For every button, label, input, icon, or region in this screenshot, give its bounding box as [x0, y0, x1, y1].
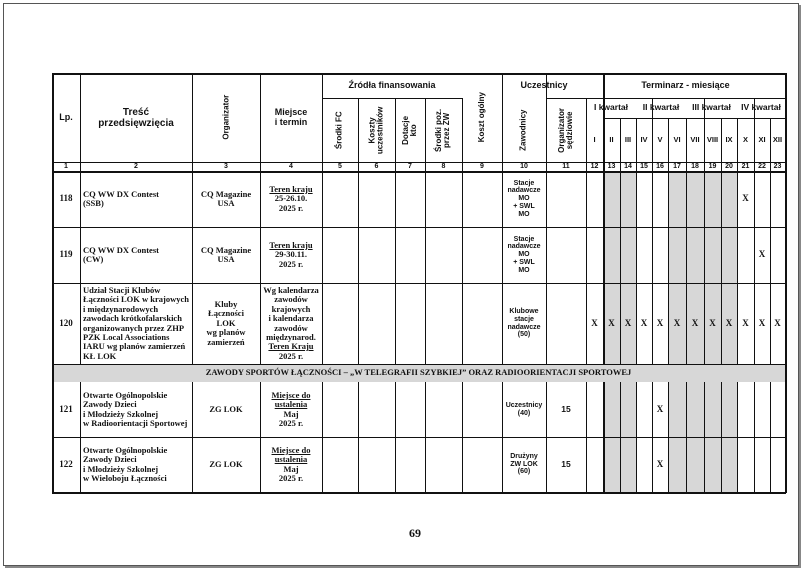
row-sedziowie	[546, 171, 586, 227]
column-number: 23	[773, 162, 782, 170]
row-miejsce-termin: 25-26.10. 2025 r.	[274, 193, 308, 213]
month-mark: X	[624, 317, 632, 328]
column-number: 15	[640, 162, 648, 170]
grid-vline	[395, 382, 396, 493]
row-lp: 122	[59, 458, 73, 469]
row-organizator: CQ Magazine USA	[200, 244, 252, 264]
row-miejsce-teren: Teren kraju	[269, 183, 313, 194]
header-koszty-uczestnikow-text: Koszty uczestników	[367, 106, 385, 154]
month-mark: X	[742, 317, 749, 328]
column-number: 13	[607, 162, 616, 170]
header-srodki-poz	[425, 98, 462, 162]
header-month: XII	[772, 134, 783, 144]
header-month: IX	[725, 134, 733, 144]
header-koszt-ogolny	[462, 73, 502, 162]
column-number: 17	[673, 162, 681, 170]
column-number: 11	[562, 162, 570, 170]
grid-vline	[785, 382, 787, 493]
header-organizator-sedziowie-text: Organizator sędziowie	[556, 107, 574, 153]
row-tresc: Udział Stacji Klubów Łączności LOK w krajowych i międzynarodowych zawodach krótkofalarskich organizowanych przez ZHP PZK Local Associations IARU wg planów zamierzeń KŁ LOK	[83, 285, 190, 361]
header-miejsce: Miejsce i termin	[274, 106, 308, 127]
column-number: 9	[480, 162, 484, 170]
header-month: IV	[640, 134, 648, 144]
column-number: 18	[691, 162, 699, 170]
header-kwartal: I kwartał	[593, 102, 629, 113]
header-tresc: Treść przedsięwzięcia	[98, 106, 174, 129]
grid-vline	[754, 382, 755, 493]
grid-vline	[425, 382, 426, 493]
row-zawodnicy: Uczestnicy (40)	[505, 401, 543, 417]
row-tresc: CQ WW DX Contest (CW)	[83, 244, 159, 264]
header-organizator-sedziowie	[546, 98, 586, 162]
column-number: 4	[289, 162, 293, 170]
row-organizator: CQ Magazine USA	[200, 188, 252, 208]
grid-vline	[636, 382, 637, 493]
month-mark: X	[709, 317, 716, 328]
column-number: 2	[134, 162, 138, 170]
month-mark: X	[725, 317, 733, 328]
row-sedziowie	[546, 227, 586, 283]
grid-vline	[603, 382, 605, 493]
column-number: 10	[520, 162, 528, 170]
row-tresc: Otwarte Ogólnopolskie Zawody Dzieci i Młodzieży Szkolnej w Wieloboju Łączności	[83, 444, 168, 483]
row-lp: 121	[59, 403, 73, 414]
header-month: XI	[758, 134, 766, 144]
column-number: 22	[758, 162, 766, 170]
page-number: 69	[409, 526, 421, 541]
column-number: 7	[408, 162, 412, 170]
month-mark: X	[608, 317, 615, 328]
row-miejsce	[260, 382, 322, 437]
header-zawodnicy-text: Zawodnicy	[518, 109, 528, 151]
row-zawodnicy: Stacje nadawcze MO + SWL MO	[507, 179, 541, 218]
row-tresc: CQ WW DX Contest (SSB)	[83, 188, 159, 208]
row-miejsce-termin: 29-30.11. 2025 r.	[274, 249, 308, 269]
grid-vline	[358, 382, 359, 493]
header-organizator-text: Organizator	[220, 95, 230, 140]
column-number: 3	[224, 162, 228, 170]
month-mark: X	[742, 193, 749, 204]
grid-vline	[770, 382, 771, 493]
month-mark: X	[691, 317, 699, 328]
month-mark: X	[758, 249, 766, 260]
row-zawodnicy: Drużyny ZW LOK (60)	[510, 452, 538, 476]
row-zawodnicy: Klubowe stacje nadawcze (50)	[507, 308, 541, 339]
row-miejsce	[260, 283, 322, 364]
header-uczestnicy: Uczestnicy	[520, 79, 568, 90]
header-month: I	[593, 134, 596, 144]
header-month: II	[609, 134, 614, 144]
header-terminarz: Terminarz - miesiące	[641, 79, 730, 90]
header-koszt-ogolny-text: Koszt ogólny	[476, 92, 486, 143]
row-miejsce-termin: 2025 r.	[278, 350, 304, 361]
grid-vline	[785, 364, 787, 383]
row-miejsce-termin: Maj 2025 r.	[278, 408, 304, 428]
header-month: VII	[690, 134, 700, 144]
header-zrodla-finansowania: Źródła finansowania	[348, 79, 436, 90]
grid-vline	[322, 382, 323, 493]
grid-vline	[785, 73, 787, 365]
header-organizator	[192, 73, 260, 162]
header-srodki-poz-text: Środki poz. przez ZW	[434, 108, 452, 152]
month-mark: X	[774, 317, 781, 328]
header-srodki-fc-text: Środki FC	[334, 111, 344, 149]
header-month: X	[742, 134, 748, 144]
column-number: 12	[590, 162, 599, 170]
month-mark: X	[656, 403, 664, 414]
header-month: VIII	[706, 134, 719, 144]
row-miejsce-teren: Teren kraju	[269, 239, 313, 250]
row-miejsce	[260, 171, 322, 227]
row-organizator: ZG LOK	[209, 403, 243, 414]
column-number: 21	[741, 162, 750, 170]
column-number: 8	[441, 162, 446, 170]
grid-vline	[462, 382, 463, 493]
month-mark: X	[591, 317, 598, 328]
header-dotacje-text: Dotacje kto	[400, 115, 418, 145]
row-lp: 119	[59, 249, 73, 260]
grid-vline	[721, 382, 722, 493]
grid-vline	[737, 382, 738, 493]
grid-vline	[620, 382, 621, 493]
column-number: 16	[656, 162, 664, 170]
row-lp: 118	[59, 193, 73, 204]
grid-hline	[52, 492, 786, 494]
row-sedziowie	[546, 283, 586, 364]
column-number: 19	[708, 162, 717, 170]
column-number: 1	[64, 162, 68, 170]
grid-vline	[586, 382, 587, 493]
row-miejsce-kalendarz: Wg kalendarza zawodów krajowych i kalendarza zawodów międzynarod.	[263, 285, 319, 342]
column-number: 14	[624, 162, 632, 170]
row-lp: 120	[59, 317, 73, 328]
row-miejsce-teren: Miejsce do ustalenia	[271, 444, 311, 465]
header-lp: Lp.	[59, 111, 73, 122]
column-number: 20	[725, 162, 733, 170]
header-month: V	[657, 134, 663, 144]
month-mark: X	[656, 458, 664, 469]
header-srodki-fc	[322, 98, 358, 162]
row-organizator: ZG LOK	[209, 458, 243, 469]
month-mark: X	[640, 317, 648, 328]
row-sedziowie: 15	[561, 458, 571, 469]
header-kwartal: IV kwartał	[741, 102, 781, 113]
header-koszty-uczestnikow	[358, 98, 395, 162]
header-zawodnicy	[502, 98, 546, 162]
header-month: VI	[673, 134, 681, 144]
header-kwartal: II kwartał	[642, 102, 680, 113]
column-number: 6	[374, 162, 379, 170]
month-mark: X	[758, 317, 766, 328]
column-number: 5	[338, 162, 342, 170]
row-zawodnicy: Stacje nadawcze MO + SWL MO	[507, 235, 541, 274]
row-miejsce-teren: Miejsce do ustalenia	[271, 389, 311, 410]
header-month: III	[624, 134, 632, 144]
row-miejsce	[260, 227, 322, 283]
grid-vline	[686, 382, 687, 493]
row-sedziowie: 15	[561, 403, 571, 414]
row-tresc: Otwarte Ogólnopolskie Zawody Dzieci i Młodzieży Szkolnej w Radioorientacji Sportowej	[83, 389, 188, 428]
grid-vline	[704, 382, 705, 493]
row-miejsce-teren: Teren Kraju	[268, 341, 314, 352]
header-kwartal: III kwartał	[692, 102, 731, 113]
header-dotacje	[395, 98, 425, 162]
section-title: ZAWODY SPORTÓW ŁĄCZNOŚCI – „W TELEGRAFII SZYBKIEJ” ORAZ RADIOORIENTACJI SPORTOWEJ	[205, 367, 632, 378]
row-miejsce-termin: Maj 2025 r.	[278, 463, 304, 483]
month-mark: X	[673, 317, 681, 328]
grid-vline	[668, 382, 669, 493]
row-miejsce	[260, 437, 322, 492]
grid-vline	[80, 382, 81, 493]
row-organizator: Kluby Łączności LOK wg planów zamierzeń	[206, 299, 246, 347]
month-mark: X	[656, 317, 664, 328]
